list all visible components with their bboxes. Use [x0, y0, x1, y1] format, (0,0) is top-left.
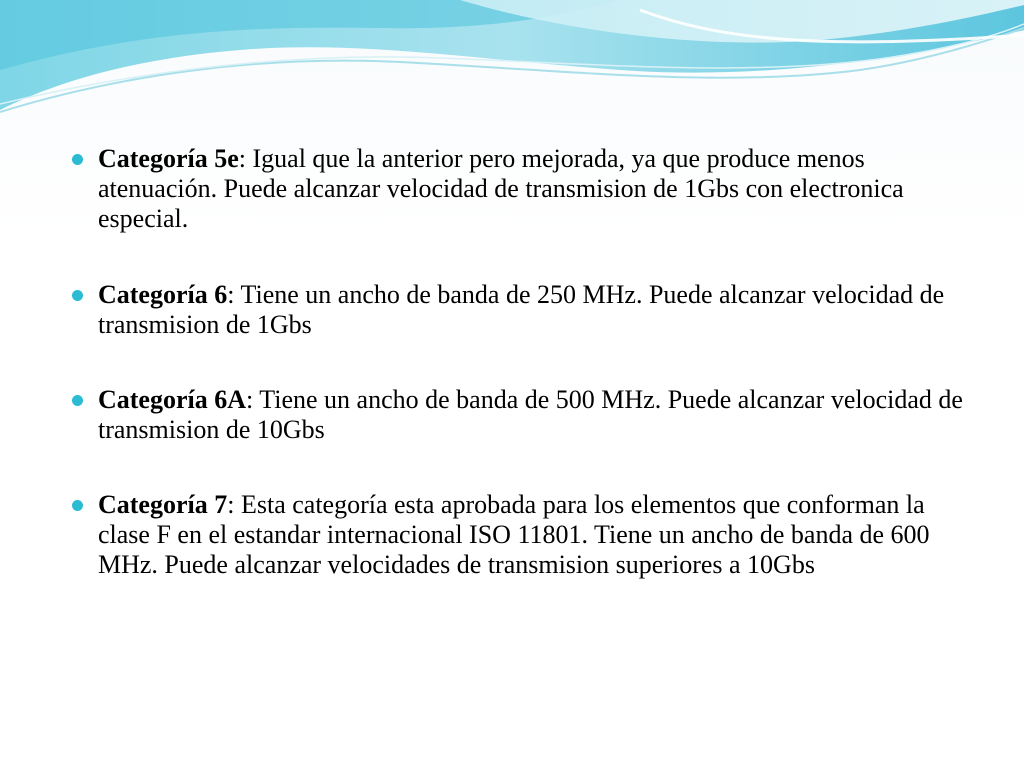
decorative-wave-header: [0, 0, 1024, 130]
bullet-dot-icon: [72, 290, 83, 301]
bullet-dot-icon: [72, 395, 83, 406]
item-term: Categoría 6A: [98, 385, 247, 414]
item-text: : Tiene un ancho de banda de 500 MHz. Puede alcanzar velocidad de transmision de 10Gbs: [98, 385, 963, 444]
bullet-dot-icon: [72, 154, 83, 165]
item-text: : Esta categoría esta aprobada para los elementos que conforman la clase F en el estandar internacional ISO 11801. Tiene un ancho de banda de 600 MHz. Puede alcanzar velocidades de transmision superiores a 10Gbs: [98, 490, 930, 579]
item-text: : Igual que la anterior pero mejorada, ya que produce menos atenuación. Puede alcanzar velocidad de transmision de 1Gbs con electronica especial.: [98, 144, 904, 233]
bullet-list: [70, 144, 980, 625]
item-term: Categoría 6: [98, 280, 228, 309]
list-item: [70, 385, 980, 445]
list-item: [70, 280, 980, 340]
item-term: Categoría 5e: [98, 144, 239, 173]
list-item: [70, 490, 980, 580]
list-item: [70, 144, 980, 234]
bullet-dot-icon: [72, 500, 83, 511]
item-text: : Tiene un ancho de banda de 250 MHz. Puede alcanzar velocidad de transmision de 1Gbs: [98, 280, 945, 339]
item-term: Categoría 7: [98, 490, 228, 519]
